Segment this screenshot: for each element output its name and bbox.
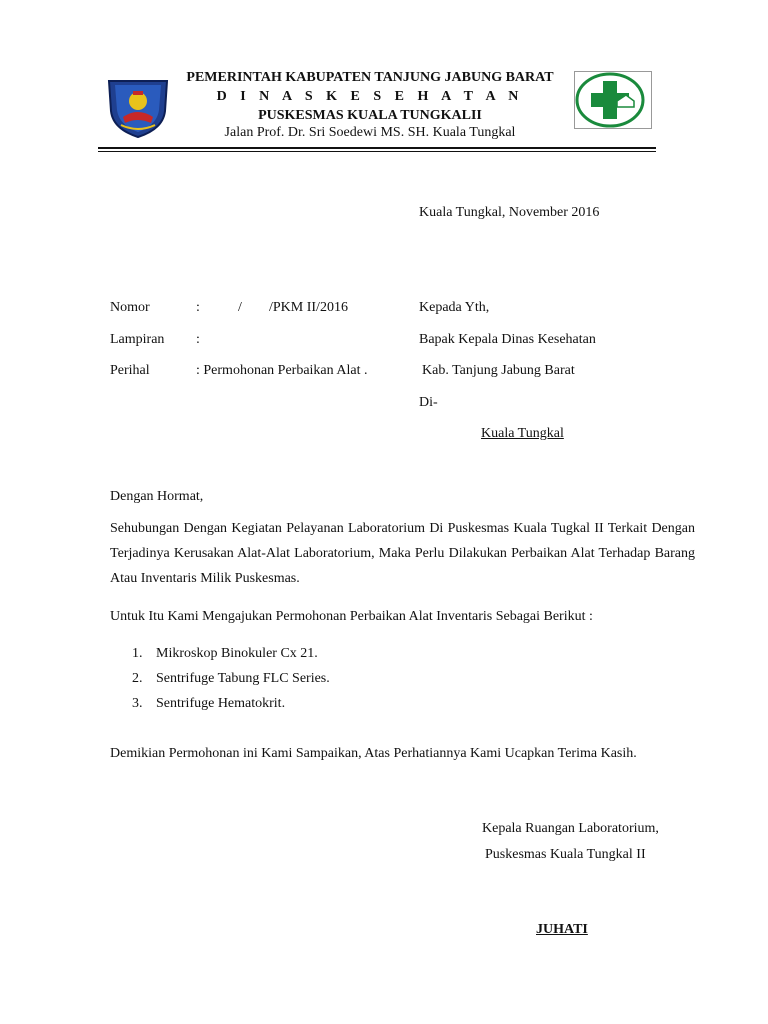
closing-statement: Demikian Permohonan ini Kami Sampaikan, Atas Perhatiannya Kami Ucapkan Terima Kasih. — [110, 746, 637, 761]
list-item: Sentrifuge Hematokrit. — [156, 696, 286, 711]
nomor-label: Nomor — [110, 300, 150, 315]
letterhead-rule-thick — [98, 147, 656, 149]
recipient-salutation: Kepada Yth, — [419, 300, 490, 315]
list-item-number: 1. — [132, 646, 143, 661]
paragraph-intro: Sehubungan Dengan Kegiatan Pelayanan Laboratorium Di Puskesmas Kuala Tugkal II Terkait Dengan Terjadinya Kerusakan Alat-Alat Laboratorium, Maka Perlu Dilakukan Perbaikan Alat Terhadap Barang Atau Inventaris Milik Puskesmas. — [110, 521, 695, 586]
recipient-di: Di- — [419, 395, 438, 410]
perihal-label: Perihal — [110, 363, 150, 378]
letterhead-address: Jalan Prof. Dr. Sri Soedewi MS. SH. Kuala Tungkal — [224, 125, 516, 140]
paragraph-request: Untuk Itu Kami Mengajukan Permohonan Perbaikan Alat Inventaris Sebagai Berikut : — [110, 609, 593, 624]
letterhead-department: D I N A S K E S E H A T A N — [216, 89, 524, 104]
nomor-slash: / — [238, 300, 242, 315]
signatory-institution: Puskesmas Kuala Tungkal II — [485, 847, 646, 862]
list-item-number: 3. — [132, 696, 143, 711]
lampiran-colon: : — [196, 332, 200, 347]
recipient-city: Kuala Tungkal — [481, 426, 564, 441]
puskesmas-cross-icon — [574, 71, 652, 129]
recipient-region: Kab. Tanjung Jabung Barat — [422, 363, 575, 378]
list-item-number: 2. — [132, 671, 143, 686]
lampiran-label: Lampiran — [110, 332, 165, 347]
signatory-title: Kepala Ruangan Laboratorium, — [482, 821, 659, 836]
signatory-name: JUHATI — [536, 922, 588, 937]
recipient-title: Bapak Kepala Dinas Kesehatan — [419, 332, 596, 347]
perihal-value: : Permohonan Perbaikan Alat . — [196, 363, 368, 378]
letterhead-rule-thin — [98, 151, 656, 152]
list-item: Sentrifuge Tabung FLC Series. — [156, 671, 330, 686]
nomor-colon: : — [196, 300, 200, 315]
list-item: Mikroskop Binokuler Cx 21. — [156, 646, 318, 661]
nomor-value: /PKM II/2016 — [269, 300, 348, 315]
letterhead-government: PEMERINTAH KABUPATEN TANJUNG JABUNG BARAT — [186, 70, 554, 85]
greeting: Dengan Hormat, — [110, 489, 204, 504]
letterhead-puskesmas: PUSKESMAS KUALA TUNGKALII — [258, 108, 482, 123]
date-place: Kuala Tungkal, November 2016 — [419, 205, 600, 220]
